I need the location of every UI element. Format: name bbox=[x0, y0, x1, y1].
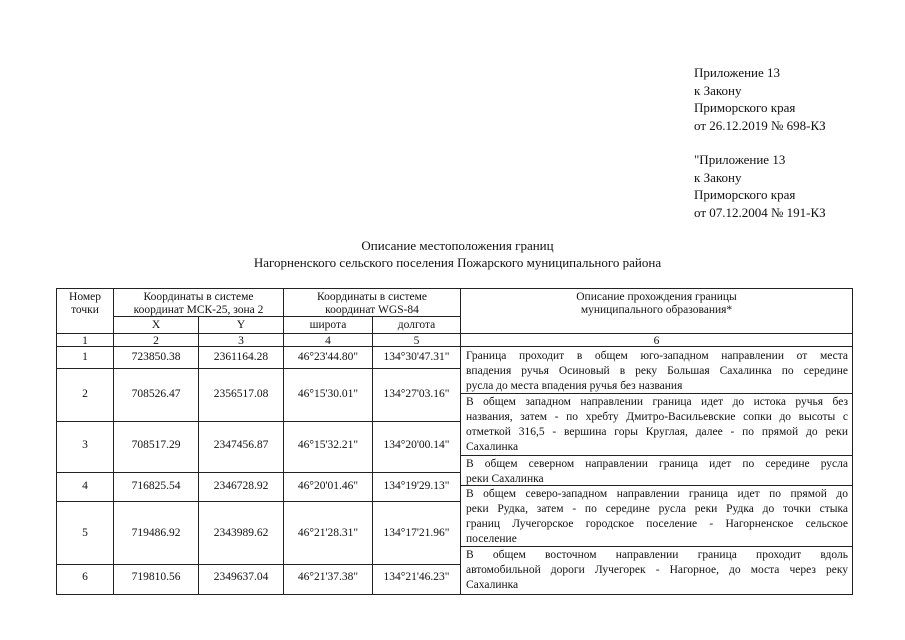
coord-latitude: 46°15'32.21" bbox=[297, 439, 359, 451]
point-number: 6 bbox=[82, 571, 88, 583]
header-longitude: долгота bbox=[397, 319, 436, 331]
coord-longitude: 134°27'03.16" bbox=[383, 388, 450, 400]
coord-longitude: 134°30'47.31" bbox=[383, 351, 450, 363]
appendix-line: Приморского края bbox=[694, 100, 796, 115]
coord-y: 2347456.87 bbox=[213, 439, 269, 451]
coord-longitude: 134°21'46.23" bbox=[383, 571, 450, 583]
header-x: X bbox=[151, 319, 161, 331]
title-line-1: Описание местоположения границ bbox=[361, 238, 554, 253]
appendix-line: от 07.12.2004 № 191-КЗ bbox=[694, 204, 826, 220]
coord-latitude: 46°20'01.46" bbox=[297, 480, 359, 492]
point-number: 4 bbox=[82, 480, 88, 492]
coord-y: 2361164.28 bbox=[213, 351, 269, 363]
coord-latitude: 46°15'30.01" bbox=[297, 388, 359, 400]
coord-y: 2346728.92 bbox=[213, 480, 269, 492]
coord-longitude: 134°19'29.13" bbox=[383, 480, 450, 492]
column-number: 5 bbox=[413, 335, 420, 347]
header-number: Номер точки bbox=[69, 291, 101, 316]
header-latitude: широта bbox=[309, 319, 347, 331]
coord-latitude: 46°21'28.31" bbox=[297, 527, 359, 539]
point-number: 1 bbox=[82, 351, 88, 363]
coord-x: 723850.38 bbox=[131, 351, 181, 363]
point-number: 5 bbox=[82, 527, 88, 539]
coord-y: 2343989.62 bbox=[213, 527, 269, 539]
boundary-description: В общем северо-западном направлении граница идет по прямой до реки Рудка, затем - по середине русла реки Рудка до точки стыка границ Лучегорское городское поселение - Нагорненское сельское поселение bbox=[466, 488, 848, 545]
header-description: Описание прохождения границы муниципального образования* bbox=[576, 291, 737, 316]
coord-y: 2356517.08 bbox=[213, 388, 269, 400]
coord-y: 2349637.04 bbox=[213, 571, 269, 583]
appendix-line: Приморского края bbox=[694, 187, 796, 202]
column-number: 6 bbox=[653, 335, 660, 347]
header-y: Y bbox=[236, 319, 246, 331]
coord-x: 719486.92 bbox=[131, 527, 181, 539]
appendix-line: Приложение 13 bbox=[694, 65, 781, 80]
coord-latitude: 46°21'37.38" bbox=[297, 571, 359, 583]
appendix-line: от 26.12.2019 № 698-КЗ bbox=[694, 117, 826, 133]
coord-latitude: 46°23'44.80" bbox=[297, 351, 359, 363]
coord-x: 708517.29 bbox=[131, 439, 181, 451]
coord-x: 719810.56 bbox=[131, 571, 181, 583]
boundary-description: В общем восточном направлении граница проходит вдоль автомобильной дороги Лучегорек - Нагорное, до моста через реку Сахалинка bbox=[466, 549, 848, 591]
column-number: 2 bbox=[153, 335, 159, 347]
coord-x: 708526.47 bbox=[131, 388, 181, 400]
coord-longitude: 134°20'00.14" bbox=[383, 439, 450, 451]
appendix-line: к Закону bbox=[694, 82, 742, 98]
column-number: 1 bbox=[82, 335, 88, 347]
header-wgs: Координаты в системе координат WGS-84 bbox=[317, 291, 427, 316]
point-number: 3 bbox=[82, 439, 88, 451]
appendix-line: "Приложение 13 bbox=[694, 152, 786, 167]
appendix-line: к Закону bbox=[694, 169, 742, 185]
coord-longitude: 134°17'21.96" bbox=[383, 527, 450, 539]
boundary-description: В общем западном направлении граница идет до истока ручья без названия, затем - по хребту Дмитро-Васильевские сопки до высоты с отметкой 316,5 - вершина горы Круглая, далее - по прямой до реки Сахалинка bbox=[466, 396, 848, 453]
point-number: 2 bbox=[82, 388, 88, 400]
boundary-description: В общем северном направлении граница идет по середине русла реки Сахалинка bbox=[466, 458, 848, 485]
title-line-2: Нагорненского сельского поселения Пожарского муниципального района bbox=[253, 255, 662, 270]
column-number: 3 bbox=[238, 335, 244, 347]
boundary-description: Граница проходит в общем юго-западном направлении от места впадения ручья Осиновый в реку Большая Сахалинка по середине русла до места впадения ручья без названия bbox=[466, 350, 848, 392]
header-msk: Координаты в системе координат МСК-25, зона 2 bbox=[133, 291, 264, 316]
column-number: 4 bbox=[325, 335, 331, 347]
coord-x: 716825.54 bbox=[131, 480, 181, 492]
